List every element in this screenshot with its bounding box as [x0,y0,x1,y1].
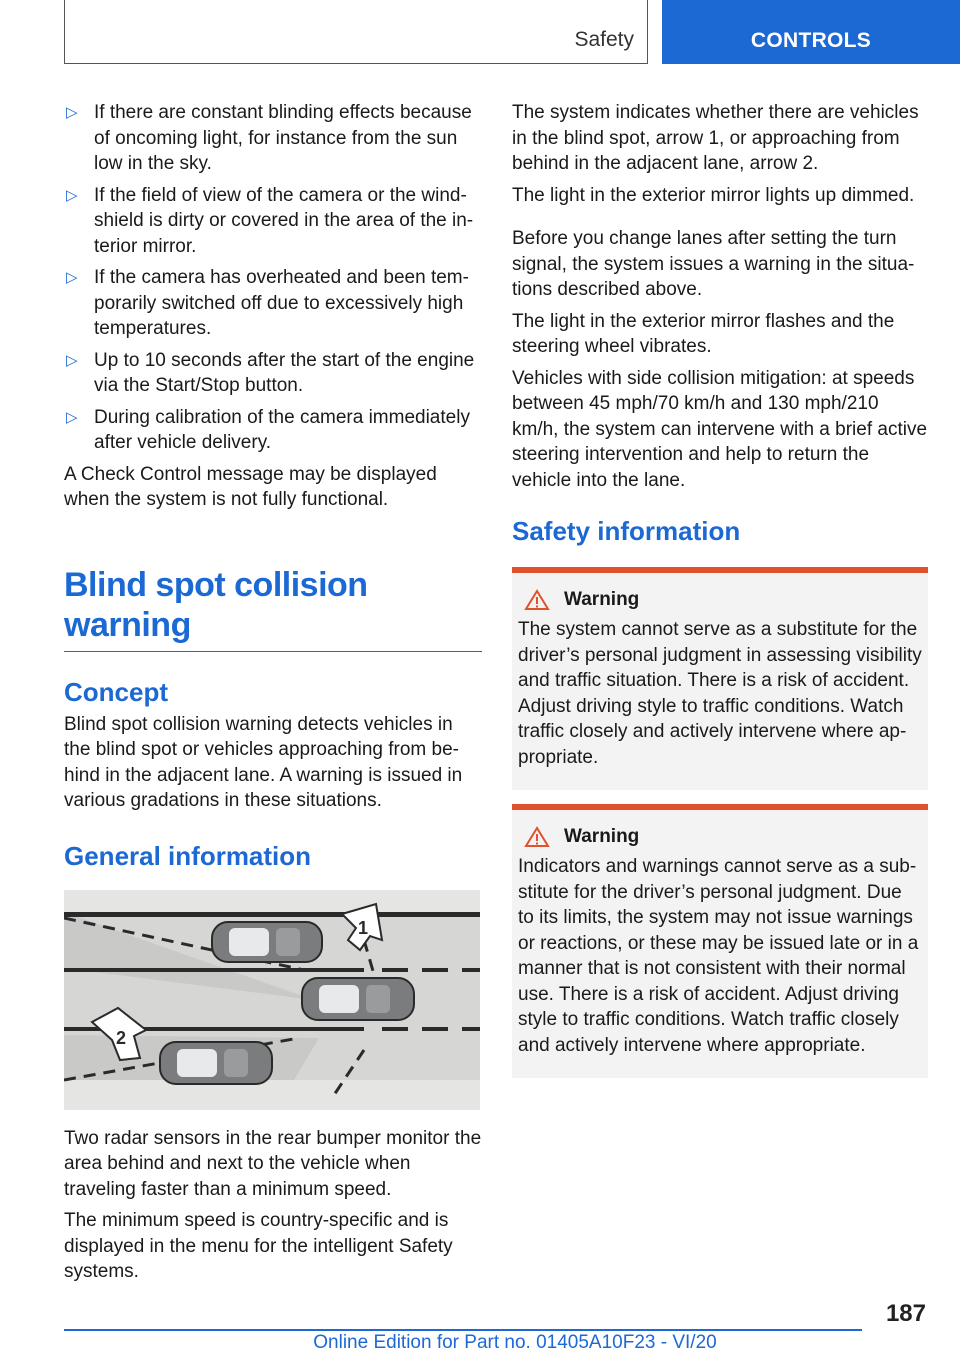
warning-text: The system cannot serve as a substitute for the driver’s personal judgment in assessing visibility and traffic situation. There is a risk of accident. Adjust driving style to traffic conditions. Watch traffic closely and actively intervene where ap‐propriate. [518,619,922,768]
concept-heading: Concept [64,676,168,707]
list-item [64,183,482,260]
lane-change-text: Before you change lanes after setting the turn signal, the system issues a warning in the situa‐tions described above. [512,228,915,300]
list-item-text: If the field of view of the camera or the wind‐shield is dirty or covered in the area of the in‐terior mirror. [94,184,474,257]
main-heading: Blind spot collision warning [64,565,482,652]
warning-header [518,589,922,611]
bullet-triangle-icon: ▷ [66,186,78,204]
warning-box [512,804,928,1078]
section-label: Safety [574,28,634,51]
page-number: 187 [885,1300,926,1327]
warning-header [518,826,922,848]
bullet-triangle-icon: ▷ [66,351,78,369]
footer-divider [64,1329,862,1331]
chapter-tab[interactable] [662,0,960,64]
mirror-flashes-text: The light in the exterior mirror flashes and the steering wheel vibrates. [512,310,895,357]
bullet-triangle-icon: ▷ [66,104,78,121]
chapter-label: CONTROLS [750,29,872,52]
general-info-heading: General information [64,840,312,871]
warning-title: Warning [564,826,640,847]
list-item [64,348,482,399]
list-item [64,100,482,177]
warning-text: Indicators and warnings cannot serve as a sub‐stitute for the driver’s personal judgment. Due to its limits, the system may not issue warnings or reactions, or these may be issued late or in a manner that is not consistent with their normal use. There is a risk of accident. Adjust driving style to traffic conditions. Watch traffic closely and actively intervene where appropriate. [518,856,919,1056]
safety-info-heading: Safety information [512,516,741,546]
left-column [64,100,482,1285]
right-column [512,100,928,1092]
arrow-1-label: 1 [358,917,369,938]
blind-spot-diagram [64,890,480,1110]
mirror-dimmed-text: The light in the exterior mirror lights up dimmed. [512,184,915,206]
arrow-2-label: 2 [116,1027,127,1048]
side-collision-text: Vehicles with side collision mitigation: at speeds between 45 mph/70 km/h and 130 mph/210 km/h, the system can intervene with a brief active steering intervention and help to return the vehicle into the lane. [512,367,928,491]
min-speed-text: The minimum speed is country-specific and is displayed in the menu for the intelligent Safety systems. [64,1210,453,1282]
list-item-text: Up to 10 seconds after the start of the engine via the Start/Stop button. [94,349,475,396]
bullet-triangle-icon: ▷ [66,408,78,426]
list-item [64,265,482,342]
radar-text: Two radar sensors in the rear bumper monitor the area behind and next to the vehicle when traveling faster than a minimum speed. [64,1127,482,1200]
warning-triangle-icon [524,826,550,848]
concept-text: Blind spot collision warning detects vehicles in the blind spot or vehicles approaching from be‐hind in the adjacent lane. A warning is issued in various gradations in these situations. [64,713,463,811]
warning-title: Warning [564,589,640,610]
check-control-text: A Check Control message may be displayed when the system is not fully functional. [64,463,437,510]
list-item-text: During calibration of the camera immediately after vehicle delivery. [94,406,470,453]
system-indicates-text: The system indicates whether there are vehicles in the blind spot, arrow 1, or approaching from behind in the adjacent lane, arrow 2. [512,102,919,174]
bullet-triangle-icon: ▷ [66,269,78,286]
edition-link[interactable]: Online Edition for Part no. 01405A10F23 - VI/20 [313,1332,717,1353]
header-frame [64,0,648,64]
warning-box [512,567,928,790]
list-item-text: If the camera has overheated and been tem‐porarily switched off due to excessively high temperatures. [94,267,469,339]
list-item-text: If there are constant blinding effects because of oncoming light, for instance from the sun low in the sky. [94,102,472,174]
list-item [64,405,482,456]
warning-triangle-icon [524,589,550,611]
